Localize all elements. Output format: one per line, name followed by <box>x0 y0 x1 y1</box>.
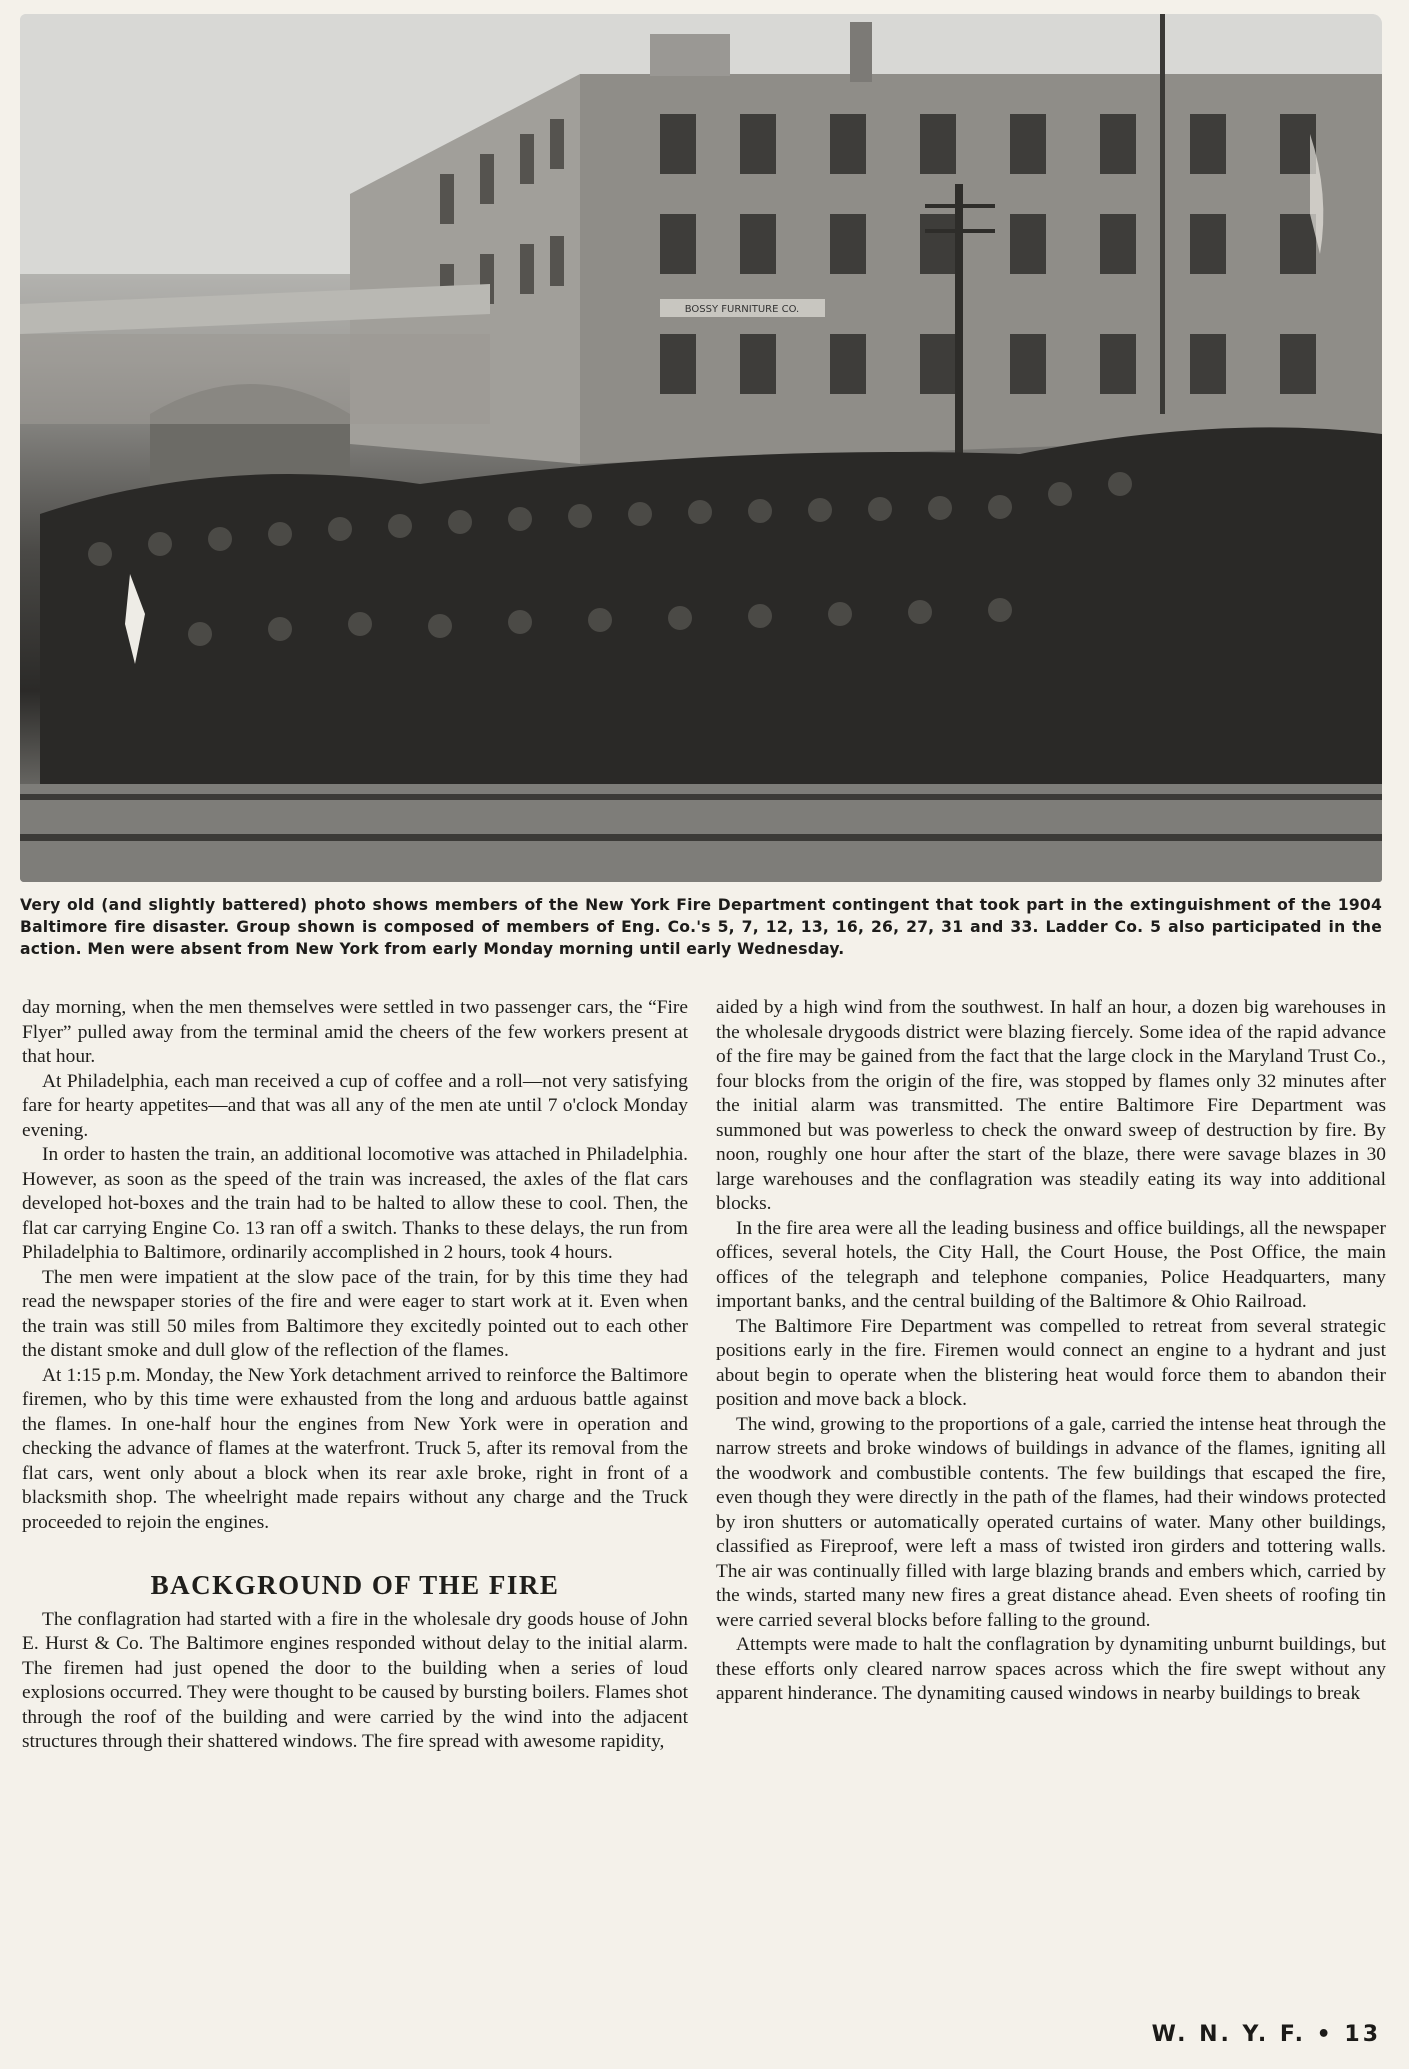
building-sign: BOSSY FURNITURE CO. <box>684 304 800 315</box>
paragraph: The conflagration had started with a fire in the wholesale dry goods house of John E. Hurst & Co. The Baltimore engines responded without delay to the initial alarm. The firemen had just opened the door to the building when a series of loud explosions occurred. They were thought to be caused by bursting boilers. Flames shot through the roof of the building and were carried by the wind into the adjacent structures through their shattered windows. The fire spread with awesome rapidity, <box>22 1608 688 1752</box>
paragraph: At 1:15 p.m. Monday, the New York detachment arrived to reinforce the Baltimore firemen, who by this time were exhausted from the long and arduous battle against the flames. In one-half hour the engines from New York were in operation and checking the advance of flames at the waterfront. Truck 5, after its removal from the flat cars, went only about a block when its rear axle broke, right in front of a blacksmith shop. The wheelright made repairs without any charge and the Truck proceeded to rejoin the engines. <box>22 1364 688 1533</box>
paragraph: Attempts were made to halt the conflagration by dynamiting unburnt buildings, but these efforts only cleared narrow spaces across which the fire swept without any apparent hinderance. The dynamiting caused windows in nearby buildings to break <box>716 1634 1386 1704</box>
right-column <box>716 996 1386 1707</box>
paragraph: In the fire area were all the leading business and office buildings, all the newspaper offices, several hotels, the City Hall, the Court House, the Post Office, the main offices of the telegraph and telephone companies, Police Headquarters, many important banks, and the central building of the Baltimore & Ohio Railroad. <box>716 1217 1386 1312</box>
paragraph: The wind, growing to the proportions of a gale, carried the intense heat through the narrow streets and broke windows of buildings in advance of the flames, igniting all the woodwork and combustible contents. The few buildings that escaped the fire, even though they were directly in the path of the flames, had their windows protected by iron shutters or automatically operated curtains of water. Many other buildings, classified as Fireproof, were left a mass of twisted iron girders and tottering walls. The air was continually filled with large blazing brands and embers which, carried by the winds, started many new fires a great distance ahead. Even sheets of roofing tin were carried several blocks before falling to the ground. <box>716 1413 1386 1631</box>
paragraph: day morning, when the men themselves were settled in two passenger cars, the “Fire Flyer” pulled away from the terminal amid the cheers of the few workers present at that hour. <box>22 997 688 1067</box>
section-heading: BACKGROUND OF THE FIRE <box>150 1570 560 1600</box>
paragraph: The men were impatient at the slow pace of the train, for by this time they had read the newspaper stories of the fire and were eager to start work at it. Even when the train was still 50 miles from Baltimore they excitedly pointed out to each other the distant smoke and dull glow of the reflection of the flames. <box>22 1266 688 1361</box>
paragraph: The Baltimore Fire Department was compelled to retreat from several strategic positions early in the fire. Firemen would connect an engine to a hydrant and just about begin to operate when the blistering heat would force them to abandon their position and move back a block. <box>716 1315 1386 1410</box>
photo-caption: Very old (and slightly battered) photo shows members of the New York Fire Department contingent that took part in the extinguishment of the 1904 Baltimore fire disaster. Group shown is composed of members of Eng. Co.'s 5, 7, 12, 13, 16, 26, 27, 31 and 33. Ladder Co. 5 also participated in the action. Men were absent from New York from early Monday morning until early Wednesday. <box>20 896 1382 958</box>
historic-photo <box>20 14 1382 882</box>
paragraph: At Philadelphia, each man received a cup of coffee and a roll—not very satisfying fare for hearty appetites—and that was all any of the men ate until 7 o'clock Monday evening. <box>22 1070 688 1141</box>
paragraph: In order to hasten the train, an additional locomotive was attached in Philadelphia. However, as soon as the speed of the train was increased, the axles of the flat cars developed hot-boxes and the train had to be halted to allow these to cool. Then, the flat car carrying Engine Co. 13 ran off a switch. Thanks to these delays, the run from Philadelphia to Baltimore, ordinarily accomplished in 2 hours, took 4 hours. <box>22 1144 688 1263</box>
left-column <box>22 996 688 1755</box>
photo-illustration <box>20 14 1382 882</box>
paragraph: aided by a high wind from the southwest. In half an hour, a dozen big warehouses in the wholesale drygoods district were blazing fiercely. Some idea of the rapid advance of the fire may be gained from the fact that the large clock in the Maryland Trust Co., four blocks from the origin of the fire, was stopped by flames only 32 minutes after the initial alarm was transmitted. The entire Baltimore Fire Department was summoned but was powerless to check the onward sweep of destruction by fire. By noon, roughly one hour after the start of the blaze, there were savage blazes in 30 large warehouses and the conflagration was steadily eating its way into additional blocks. <box>716 997 1386 1214</box>
page-footer: W. N. Y. F. • 13 <box>1151 2022 1381 2047</box>
